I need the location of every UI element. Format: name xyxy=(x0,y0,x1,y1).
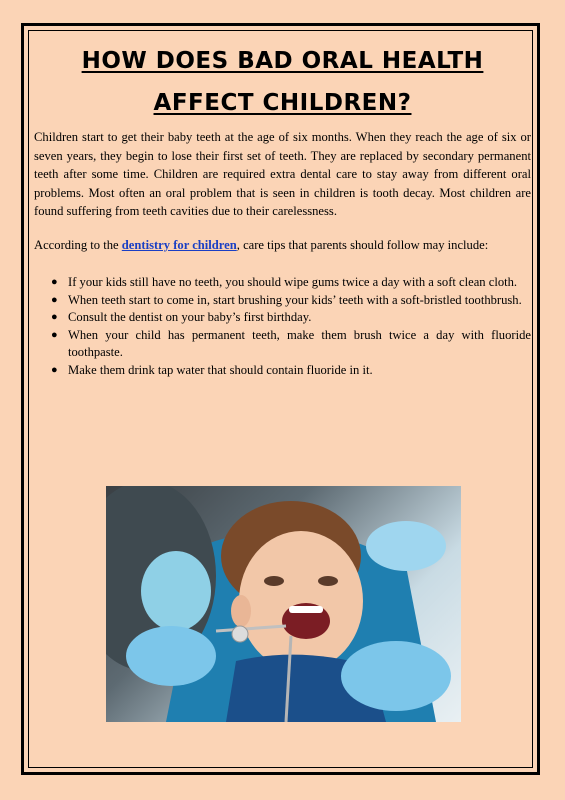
list-item-text: If your kids still have no teeth, you should wipe gums twice a day with a soft clean cloth. xyxy=(68,275,518,289)
list-item xyxy=(34,292,531,310)
list-item-text: When teeth start to come in, start brushing your kids’ teeth with a soft-bristled toothbrush. xyxy=(68,292,522,307)
bullet-icon: ● xyxy=(51,311,58,323)
tips-intro-paragraph xyxy=(34,236,531,255)
list-item xyxy=(34,309,531,327)
list-item xyxy=(34,327,531,362)
list-item-text: When your child has permanent teeth, make them brush twice a day with fluoride toothpaste. xyxy=(68,327,531,359)
list-item xyxy=(34,274,531,292)
list-item-text: Consult the dentist on your baby’s first birthday. xyxy=(68,310,312,324)
child-dentist-photo xyxy=(106,486,461,722)
photo-illustration xyxy=(106,486,461,722)
bullet-icon: ● xyxy=(51,276,58,288)
intro-paragraph-text: Children start to get their baby teeth at the age of six months. When they reach the age of six or seven years, they begin to lose their first set of teeth. They are replaced by secondary permanent teeth after some time. Children are required extra dental care to stay away from different oral problems. Most often an oral problem that is seen in children is tooth decay. Most children are found suffering from teeth cavities due to their carelessness. xyxy=(34,130,531,218)
list-item-text: Make them drink tap water that should contain fluoride in it. xyxy=(68,362,373,377)
list-item xyxy=(34,362,531,380)
bullet-icon: ● xyxy=(51,293,58,306)
care-tips-list xyxy=(34,274,531,379)
tips-intro-after: , care tips that parents should follow may include: xyxy=(236,238,489,252)
bullet-icon: ● xyxy=(51,328,58,341)
page-title: HOW DOES BAD ORAL HEALTH AFFECT CHILDREN? xyxy=(81,48,484,116)
bullet-icon: ● xyxy=(51,363,58,376)
dentistry-for-children-link[interactable]: dentistry for children xyxy=(121,238,237,252)
tips-intro-before: According to the xyxy=(34,238,122,252)
intro-paragraph xyxy=(34,128,531,221)
